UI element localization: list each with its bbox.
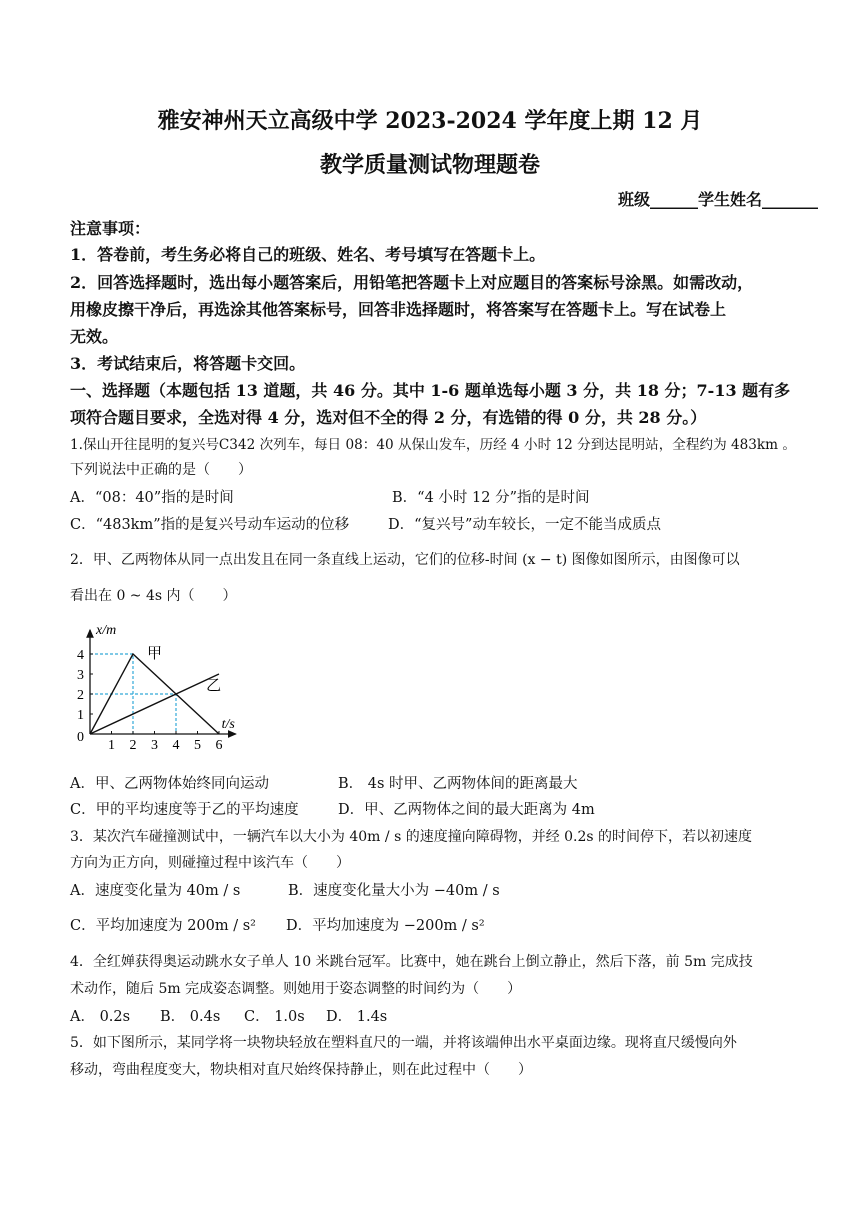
x-tick-label: 6	[215, 738, 223, 753]
q4-option-d: D． 1.4s	[326, 1009, 388, 1025]
series-label-jia: 甲	[147, 646, 163, 662]
y-tick-label: 3	[77, 668, 84, 683]
q3-option-c: C．平均加速度为 200m / s²	[70, 918, 256, 934]
notice-item-2c: 无效。	[70, 327, 119, 346]
q4-stem-line2: 术动作，随后 5m 完成姿态调整。则她用于姿态调整的时间约为（ ）	[70, 981, 522, 997]
exam-title-line2: 教学质量测试物理题卷	[319, 152, 540, 178]
q5-stem-line1: 5．如下图所示，某同学将一块物块轻放在塑料直尺的一端，并将该端伸出水平桌面边缘。现将直尺缓慢向外	[70, 1035, 737, 1051]
x-tick-label: 2	[129, 738, 137, 753]
x-tick-label: 4	[172, 738, 180, 753]
q2-option-a: A．甲、乙两物体始终同向运动	[70, 776, 269, 792]
q3-stem-line1: 3．某次汽车碰撞测试中，一辆汽车以大小为 40m / s 的速度撞向障碍物，并经 0.2s 的时间停下，若以初速度	[70, 829, 753, 845]
q1-option-b: B．“4 小时 12 分”指的是时间	[392, 490, 590, 506]
x-tick-label: 5	[194, 738, 201, 753]
q1-option-d: D．“复兴号”动车较长，一定不能当成质点	[388, 517, 661, 533]
q3-option-a: A．速度变化量为 40m / s	[70, 883, 241, 899]
origin-label: 0	[77, 730, 84, 745]
q4-option-c: C． 1.0s	[244, 1009, 305, 1025]
q2-stem-line2: 看出在 0 ~ 4s 内（ ）	[70, 588, 237, 604]
section-heading-line2: 项符合题目要求，全选对得 4 分，选对但不全的得 2 分，有选错的得 0 分，共 28 分。）	[70, 408, 707, 427]
notice-heading: 注意事项：	[70, 219, 151, 238]
q5-stem-line2: 移动，弯曲程度变大，物块相对直尺始终保持静止，则在此过程中（ ）	[70, 1062, 532, 1078]
y-axis-label: x/m	[96, 623, 117, 638]
class-name-field: 班级______学生姓名_______	[617, 190, 818, 209]
q1-stem-line2: 下列说法中正确的是（ ）	[70, 462, 252, 478]
q1-option-a: A．“08：40”指的是时间	[70, 490, 234, 506]
q2-option-c: C．甲的平均速度等于乙的平均速度	[70, 802, 299, 818]
notice-item-2a: 2．回答选择题时，选出每小题答案后，用铅笔把答题卡上对应题目的答案标号涂黑。如需改动，	[70, 273, 754, 292]
x-tick-label: 1	[108, 738, 115, 753]
q1-option-c: C．“483km”指的是复兴号动车运动的位移	[70, 517, 350, 533]
q2-option-b: B． 4s 时甲、乙两物体间的距离最大	[338, 776, 578, 792]
q2-stem-line1: 2．甲、乙两物体从同一点出发且在同一条直线上运动，它们的位移-时间 (x − t) 图像如图所示，由图像可以	[70, 552, 740, 568]
y-tick-label: 4	[77, 648, 84, 663]
y-tick-label: 1	[77, 708, 84, 723]
q4-option-b: B． 0.4s	[160, 1009, 221, 1025]
q1-stem-line1: 1.保山开往昆明的复兴号C342 次列车，每日 08：40 从保山发车，历经 4 小时 12 分到达昆明站，全程约为 483km 。	[70, 437, 796, 453]
y-tick-label: 2	[77, 688, 84, 703]
series-line-1	[90, 674, 222, 734]
position-time-graph	[70, 616, 250, 756]
x-axis-label: t/s	[221, 717, 235, 732]
q3-option-d: D．平均加速度为 −200m / s²	[286, 918, 485, 934]
q2-option-d: D．甲、乙两物体之间的最大距离为 4m	[338, 802, 595, 818]
section-heading-line1: 一、选择题（本题包括 13 道题，共 46 分。其中 1-6 题单选每小题 3 分，共 18 分；7-13 题有多	[70, 381, 791, 400]
notice-item-1: 1．答卷前，考生务必将自己的班级、姓名、考号填写在答题卡上。	[70, 245, 546, 264]
series-label-yi: 乙	[206, 678, 222, 694]
exam-title-line1: 雅安神州天立高级中学 2023-2024 学年度上期 12 月	[157, 108, 703, 134]
x-tick-label: 3	[151, 738, 158, 753]
notice-item-2b: 用橡皮擦干净后，再选涂其他答案标号，回答非选择题时，将答案写在答题卡上。写在试卷上	[70, 300, 727, 319]
series-line-0	[90, 654, 222, 734]
q4-option-a: A． 0.2s	[70, 1009, 131, 1025]
q3-stem-line2: 方向为正方向，则碰撞过程中该汽车（ ）	[70, 855, 350, 871]
q3-option-b: B．速度变化量大小为 −40m / s	[288, 883, 500, 899]
notice-item-3: 3．考试结束后，将答题卡交回。	[70, 354, 306, 373]
q4-stem-line1: 4．全红婵获得奥运动跳水女子单人 10 米跳台冠军。比赛中，她在跳台上倒立静止，然后下落，前 5m 完成技	[70, 954, 753, 970]
